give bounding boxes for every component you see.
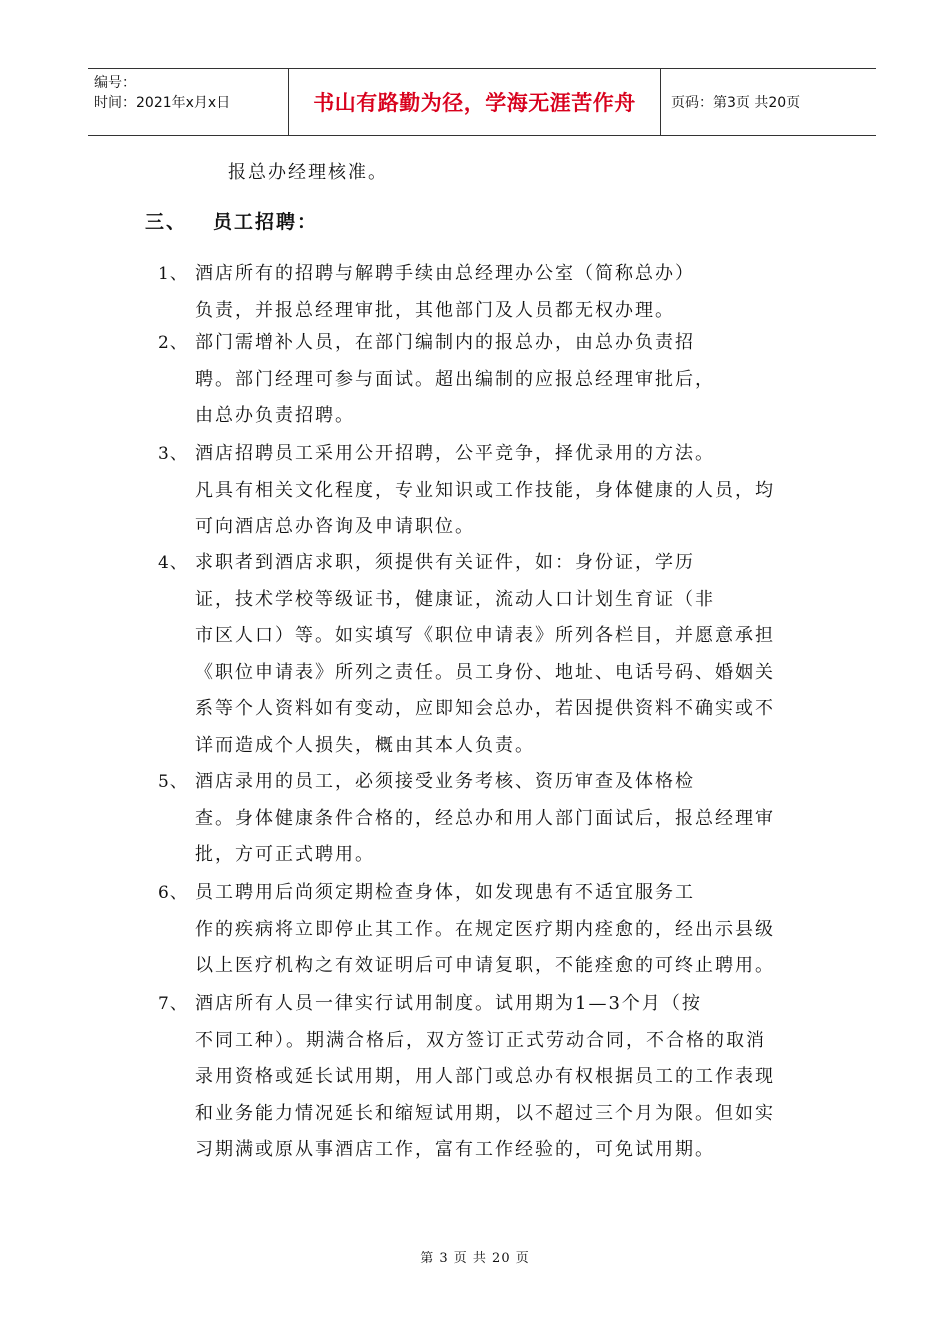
section-number: 三、: [145, 211, 188, 233]
list-item-line: 系等个人资料如有变动，应即知会总办，若因提供资料不确实或不: [195, 698, 775, 719]
list-item-line: 员工聘用后尚须定期检查身体，如发现患有不适宜服务工: [195, 882, 695, 903]
time-label: 时间：2021年x月x日: [94, 95, 231, 111]
list-item-line: 负责，并报总经理审批，其他部门及人员都无权办理。: [195, 299, 675, 321]
number-label: 编号：: [94, 75, 136, 91]
list-item-number: 2、: [158, 333, 188, 353]
document-header: [88, 68, 876, 136]
list-item-line: 酒店录用的员工，必须接受业务考核、资历审查及体格检: [195, 771, 695, 792]
list-item-number: 3、: [158, 444, 188, 464]
list-item-number: 4、: [158, 553, 188, 573]
list-item-line: 酒店所有人员一律实行试用制度。试用期为1—3个月（按: [195, 993, 702, 1014]
list-item-line: 可向酒店总办咨询及申请职位。: [195, 516, 475, 537]
list-item-line: 凡具有相关文化程度，专业知识或工作技能，身体健康的人员，均: [195, 479, 775, 501]
list-item-line: 求职者到酒店求职，须提供有关证件，如：身份证，学历: [195, 552, 695, 573]
header-motto-cell: [288, 69, 661, 135]
list-item-line: 作的疾病将立即停止其工作。在规定医疗期内痊愈的，经出示县级: [195, 918, 775, 940]
list-item-number: 5、: [158, 772, 188, 792]
list-item-line: 和业务能力情况延长和缩短试用期，以不超过三个月为限。但如实: [195, 1102, 775, 1124]
motto: 书山有路勤为径，学海无涯苦作舟: [313, 91, 636, 115]
section-title: 员工招聘：: [213, 211, 319, 233]
list-item-line: 不同工种）。期满合格后，双方签订正式劳动合同，不合格的取消: [195, 1029, 766, 1051]
list-item-line: 习期满或原从事酒店工作，富有工作经验的，可免试用期。: [195, 1139, 715, 1160]
list-item-line: 证，技术学校等级证书，健康证，流动人口计划生育证（非: [195, 588, 715, 610]
continuation-text: 报总办经理核准。: [228, 162, 388, 183]
list-item-line: 详而造成个人损失，概由其本人负责。: [195, 734, 535, 756]
header-page-cell: [661, 69, 876, 135]
list-item-line: 部门需增补人员，在部门编制内的报总办，由总办负责招: [195, 332, 695, 353]
list-item-line: 查。身体健康条件合格的，经总办和用人部门面试后，报总经理审: [195, 807, 775, 829]
list-item-line: 以上医疗机构之有效证明后可申请复职，不能痊愈的可终止聘用。: [195, 955, 775, 976]
list-item-line: 《职位申请表》所列之责任。员工身份、地址、电话号码、婚姻关: [195, 661, 775, 683]
list-item-number: 6、: [158, 883, 188, 903]
list-item-line: 批，方可正式聘用。: [195, 844, 375, 865]
list-item-line: 酒店招聘员工采用公开招聘，公平竞争，择优录用的方法。: [195, 443, 715, 464]
list-item-line: 市区人口）等。如实填写《职位申请表》所列各栏目，并愿意承担: [195, 625, 775, 646]
page-footer: 第 3 页 共 20 页: [420, 1251, 530, 1266]
header-meta: [88, 69, 288, 135]
list-item-line: 聘。部门经理可参与面试。超出编制的应报总经理审批后，: [195, 368, 715, 390]
list-item-line: 酒店所有的招聘与解聘手续由总经理办公室（简称总办）: [195, 263, 695, 284]
list-item-line: 录用资格或延长试用期，用人部门或总办有权根据员工的工作表现: [195, 1066, 775, 1087]
list-item-line: 由总办负责招聘。: [195, 405, 355, 426]
list-item-number: 7、: [158, 994, 188, 1014]
list-item-number: 1、: [158, 264, 188, 284]
section-heading: [145, 207, 318, 234]
page-label: 页码：第3页 共20页: [671, 95, 801, 111]
